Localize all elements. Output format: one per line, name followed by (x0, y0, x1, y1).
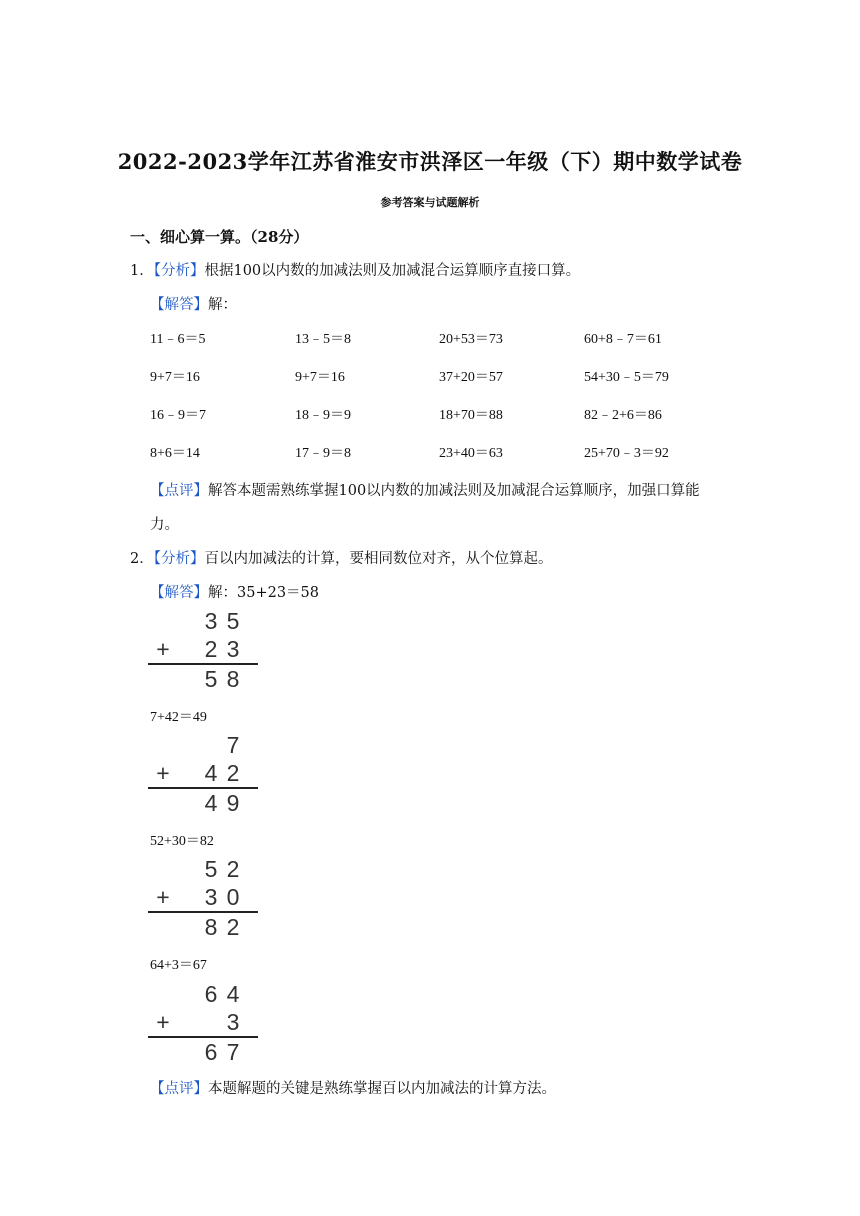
q1-comment (150, 479, 700, 500)
digit: 2 (226, 914, 240, 940)
q1-number: 1． (130, 263, 154, 279)
grid-cell: 20+53＝73 (439, 332, 503, 347)
q1-answer (150, 293, 237, 314)
q1-analysis-tag: 【分析】 (153, 263, 205, 279)
grid-cell: 18+70＝88 (439, 408, 503, 423)
digit: 7 (226, 1039, 240, 1065)
digit: 3 (204, 608, 218, 634)
sum-line (148, 663, 258, 665)
digit: 8 (204, 914, 218, 940)
q2-comment (150, 1077, 556, 1098)
digit: 8 (226, 666, 240, 692)
q2-equation: 7+42＝49 (150, 710, 207, 725)
grid-cell: 13﹣5＝8 (295, 332, 351, 347)
grid-cell: 60+8﹣7＝61 (584, 332, 662, 347)
q1-analysis (130, 259, 580, 280)
digit: 4 (204, 760, 218, 786)
digit: 3 (204, 884, 218, 910)
page-title: 2022-2023学年江苏省淮安市洪泽区一年级（下）期中数学试卷 (117, 149, 743, 174)
q1-comment-continued: 力。 (150, 517, 179, 533)
sum-line (148, 911, 258, 913)
digit: 9 (226, 790, 240, 816)
grid-cell: 11﹣6＝5 (150, 332, 206, 347)
q2-equation: 64+3＝67 (150, 958, 207, 973)
q1-answer-tag: 【解答】 (150, 297, 208, 313)
vertical-addition (148, 856, 258, 938)
grid-cell: 82﹣2+6＝86 (584, 408, 662, 423)
vertical-addition (148, 981, 258, 1063)
section-heading: 一、细心算一算。（28分） (130, 228, 309, 246)
grid-cell: 17﹣9＝8 (295, 446, 351, 461)
q2-analysis-tag: 【分析】 (153, 551, 205, 567)
digit: 6 (204, 1039, 218, 1065)
grid-cell: 37+20＝57 (439, 370, 503, 385)
digit: 3 (226, 636, 240, 662)
grid-cell: 9+7＝16 (295, 370, 345, 385)
q2-analysis (130, 547, 552, 568)
digit: 2 (204, 636, 218, 662)
q2-number: 2． (130, 551, 154, 567)
plus-sign: + (156, 760, 170, 786)
grid-cell: 8+6＝14 (150, 446, 200, 461)
q2-equation: 52+30＝82 (150, 834, 214, 849)
plus-sign: + (156, 636, 170, 662)
q1-comment-tag: 【点评】 (150, 483, 208, 499)
digit: 2 (226, 760, 240, 786)
digit: 5 (204, 666, 218, 692)
digit: 3 (226, 1009, 240, 1035)
q1-results-grid (150, 328, 750, 468)
page-subtitle: 参考答案与试题解析 (380, 196, 480, 209)
digit: 5 (204, 856, 218, 882)
q2-answer (150, 581, 319, 602)
digit: 5 (226, 608, 240, 634)
grid-cell: 9+7＝16 (150, 370, 200, 385)
sum-line (148, 787, 258, 789)
q1-analysis-text: 根据100以内数的加减法则及加减混合运算顺序直接口算。 (204, 263, 581, 279)
digit: 2 (226, 856, 240, 882)
digit: 4 (226, 981, 240, 1007)
vertical-addition (148, 732, 258, 814)
plus-sign: + (156, 884, 170, 910)
plus-sign: + (156, 1009, 170, 1035)
digit: 7 (226, 732, 240, 758)
grid-cell: 25+70﹣3＝92 (584, 446, 669, 461)
q2-comment-tag: 【点评】 (150, 1081, 208, 1097)
sum-line (148, 1036, 258, 1038)
q2-comment-text: 本题解题的关键是熟练掌握百以内加减法的计算方法。 (208, 1081, 556, 1097)
q2-answer-text: 解：35+23＝58 (208, 585, 320, 601)
digit: 6 (204, 981, 218, 1007)
q2-analysis-text: 百以内加减法的计算，要相同数位对齐，从个位算起。 (204, 551, 553, 567)
vertical-addition (148, 608, 258, 690)
q2-answer-tag: 【解答】 (150, 585, 208, 601)
grid-cell: 16﹣9＝7 (150, 408, 206, 423)
grid-cell: 54+30﹣5＝79 (584, 370, 669, 385)
grid-cell: 23+40＝63 (439, 446, 503, 461)
digit: 4 (204, 790, 218, 816)
q1-answer-text: 解： (208, 297, 237, 313)
digit: 0 (226, 884, 240, 910)
q1-comment-text: 解答本题需熟练掌握100以内数的加减法则及加减混合运算顺序，加强口算能 (208, 483, 700, 499)
grid-cell: 18﹣9＝9 (295, 408, 351, 423)
